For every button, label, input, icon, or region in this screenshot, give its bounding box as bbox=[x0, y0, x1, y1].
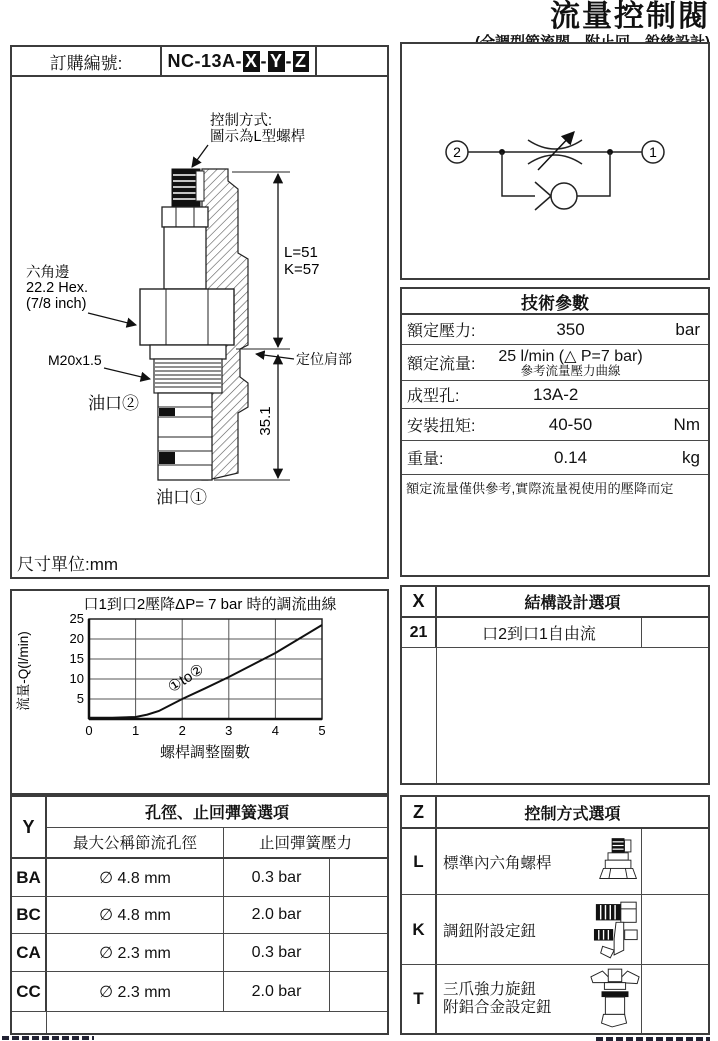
z-option-desc: 標準內六角螺桿 bbox=[443, 854, 552, 872]
t-handle-knob-icon bbox=[589, 967, 641, 1031]
ytick: 15 bbox=[69, 651, 84, 666]
z-option-row bbox=[402, 965, 708, 1033]
y-option-row bbox=[12, 897, 387, 934]
hex-screw-icon bbox=[597, 834, 641, 890]
tech-value: 0.14 bbox=[553, 447, 588, 467]
tech-value: 350 bbox=[556, 319, 585, 339]
footer-fragment-right bbox=[596, 1037, 710, 1041]
tech-title: 技術參數 bbox=[402, 289, 708, 315]
knurled-knob-icon bbox=[593, 900, 641, 960]
tech-value bbox=[493, 348, 648, 378]
z-code-header: Z bbox=[402, 797, 437, 827]
valve-thread-section bbox=[154, 359, 222, 393]
tech-note: 額定流量僅供參考,實際流量視使用的壓降而定 bbox=[406, 481, 674, 496]
port2-label: 油口② bbox=[88, 394, 139, 413]
y-option-row bbox=[12, 972, 387, 1012]
x-option-row bbox=[402, 618, 708, 648]
z-options-panel bbox=[400, 795, 710, 1035]
dim-height-label: 35.1 bbox=[257, 406, 274, 436]
control-note-line1: 控制方式: bbox=[210, 113, 273, 129]
hex-label-line1: 六角邊 bbox=[26, 265, 70, 281]
valve-shoulder bbox=[150, 345, 226, 359]
hex-label-line2: 22.2 Hex. bbox=[26, 280, 89, 296]
tech-unit: bar bbox=[675, 319, 700, 339]
valve-upper-body bbox=[164, 227, 206, 289]
y-option-code: CC bbox=[12, 972, 47, 1011]
footer-fragment-left bbox=[2, 1036, 94, 1040]
y-option-spring: 0.3 bar bbox=[224, 934, 330, 971]
xtick: 1 bbox=[131, 723, 140, 738]
z-option-row bbox=[402, 895, 708, 965]
x-options-header bbox=[402, 587, 708, 618]
order-code-sep1: - bbox=[260, 50, 267, 71]
tech-value: 40-50 bbox=[548, 414, 593, 434]
tech-flow-value: 25 l/min (△ P=7 bar) bbox=[498, 347, 643, 365]
order-row-empty-cell bbox=[317, 47, 387, 75]
y-options-empty-row bbox=[12, 1012, 387, 1033]
tech-row-weight bbox=[402, 441, 708, 475]
throttle-adjust-arrow bbox=[538, 132, 574, 170]
tech-unit: Nm bbox=[673, 414, 700, 434]
ytick: 20 bbox=[69, 631, 84, 646]
tech-label: 額定壓力: bbox=[407, 323, 476, 340]
thread-label: M20x1.5 bbox=[48, 352, 102, 368]
x-option-code: 21 bbox=[402, 618, 437, 647]
check-valve-ball bbox=[551, 183, 577, 209]
drawing-panel bbox=[10, 45, 389, 579]
z-options-header bbox=[402, 797, 708, 829]
ytick: 10 bbox=[69, 671, 84, 686]
control-note-line2: 圖示為L型螺桿 bbox=[210, 129, 306, 145]
tech-row-pressure bbox=[402, 315, 708, 345]
chart-xlabel: 螺桿調整圈數 bbox=[159, 744, 251, 761]
xtick: 5 bbox=[318, 723, 326, 738]
y-option-orifice: ∅ 4.8 mm bbox=[47, 897, 224, 933]
symbol-panel bbox=[400, 42, 710, 280]
port1-label: 油口① bbox=[156, 488, 207, 507]
y-option-spring: 2.0 bar bbox=[224, 897, 330, 933]
tech-label: 成型孔: bbox=[407, 388, 460, 405]
tech-row-torque bbox=[402, 409, 708, 441]
x-option-empty-cell bbox=[642, 618, 708, 647]
throttle-arc-bottom bbox=[528, 155, 582, 164]
z-option-desc2: 附鋁合金設定鈕 bbox=[443, 999, 552, 1016]
y-col-spring-header: 止回彈簧壓力 bbox=[258, 835, 352, 853]
y-option-orifice: ∅ 2.3 mm bbox=[47, 934, 224, 971]
tech-label: 額定流量: bbox=[407, 356, 476, 373]
chart-title: 口1到口2壓降ΔP= 7 bar 時的調流曲線 bbox=[83, 596, 337, 613]
hydraulic-symbol bbox=[402, 44, 708, 278]
z-option-desc: 調鈕附設定鈕 bbox=[443, 922, 537, 940]
z-option-code: K bbox=[402, 895, 437, 964]
order-code-sep2: - bbox=[285, 50, 293, 71]
y-code-header: Y bbox=[12, 797, 47, 857]
x-options-title: 結構設計選項 bbox=[524, 595, 621, 612]
order-number-code bbox=[162, 47, 317, 75]
xtick: 0 bbox=[85, 723, 93, 738]
chart-panel bbox=[10, 589, 389, 795]
valve-drawing bbox=[12, 77, 387, 555]
xtick: 2 bbox=[178, 723, 186, 738]
xtick: 3 bbox=[225, 723, 233, 738]
valve-hex bbox=[140, 289, 234, 345]
chart-ylabel: 流量-Q(l/min) bbox=[16, 631, 31, 711]
tech-panel bbox=[400, 287, 710, 577]
z-options-title: 控制方式選項 bbox=[524, 805, 621, 823]
hex-label-line3: (7/8 inch) bbox=[26, 296, 87, 312]
z-option-code: T bbox=[402, 965, 437, 1033]
unit-note: 尺寸單位:mm bbox=[17, 555, 119, 574]
order-code-x: X bbox=[244, 50, 258, 71]
y-option-code: CA bbox=[12, 934, 47, 971]
series-label: ①to② bbox=[164, 660, 208, 697]
order-code-z: Z bbox=[295, 50, 307, 71]
shoulder-label: 定位肩部 bbox=[296, 351, 352, 367]
order-number-label: 訂購編號: bbox=[12, 47, 162, 75]
y-options-header bbox=[12, 797, 387, 859]
dim-l-label: L=51 bbox=[284, 244, 318, 261]
tech-unit: kg bbox=[682, 447, 700, 467]
dim-k-label: K=57 bbox=[284, 261, 320, 278]
order-code-y: Y bbox=[270, 50, 283, 71]
xtick: 4 bbox=[271, 723, 280, 738]
z-option-row bbox=[402, 829, 708, 895]
order-number-row bbox=[12, 47, 387, 77]
y-option-orifice: ∅ 2.3 mm bbox=[47, 972, 224, 1011]
tech-flow-subnote: 參考流量壓力曲線 bbox=[520, 363, 621, 378]
throttle-arc-top bbox=[528, 140, 582, 149]
y-options-panel bbox=[10, 795, 389, 1035]
x-code-header: X bbox=[402, 587, 437, 616]
y-option-spring: 2.0 bar bbox=[224, 972, 330, 1011]
flow-chart bbox=[12, 591, 387, 793]
tech-row-cavity bbox=[402, 381, 708, 409]
x-options-panel bbox=[400, 585, 710, 785]
tech-label: 重量: bbox=[407, 451, 444, 468]
tech-value: 13A-2 bbox=[533, 384, 579, 404]
y-options-title: 孔徑、止回彈簧選項 bbox=[47, 797, 387, 828]
x-options-empty-row bbox=[402, 648, 708, 783]
y-option-row bbox=[12, 859, 387, 897]
order-code-prefix: NC-13A- bbox=[167, 50, 242, 71]
y-option-row bbox=[12, 934, 387, 972]
tech-row-flow bbox=[402, 345, 708, 381]
symbol-port2-number: 2 bbox=[453, 144, 461, 160]
y-option-spring: 0.3 bar bbox=[224, 859, 330, 896]
y-option-code: BC bbox=[12, 897, 47, 933]
z-option-code: L bbox=[402, 829, 437, 894]
tech-label: 安裝扭矩: bbox=[407, 418, 476, 435]
x-empty-code-cell bbox=[402, 648, 437, 783]
ytick: 25 bbox=[69, 611, 84, 626]
symbol-port1-number: 1 bbox=[649, 144, 657, 160]
page-title: 流量控制閥 bbox=[550, 0, 710, 33]
valve-locknut bbox=[162, 207, 208, 227]
y-col-orifice-header: 最大公稱節流孔徑 bbox=[47, 828, 224, 858]
z-option-desc: 三爪強力旋鈕 bbox=[443, 981, 537, 998]
y-option-orifice: ∅ 4.8 mm bbox=[47, 859, 224, 896]
ytick: 5 bbox=[76, 691, 84, 706]
y-option-code: BA bbox=[12, 859, 47, 896]
x-option-desc: 口2到口1自由流 bbox=[437, 618, 642, 647]
